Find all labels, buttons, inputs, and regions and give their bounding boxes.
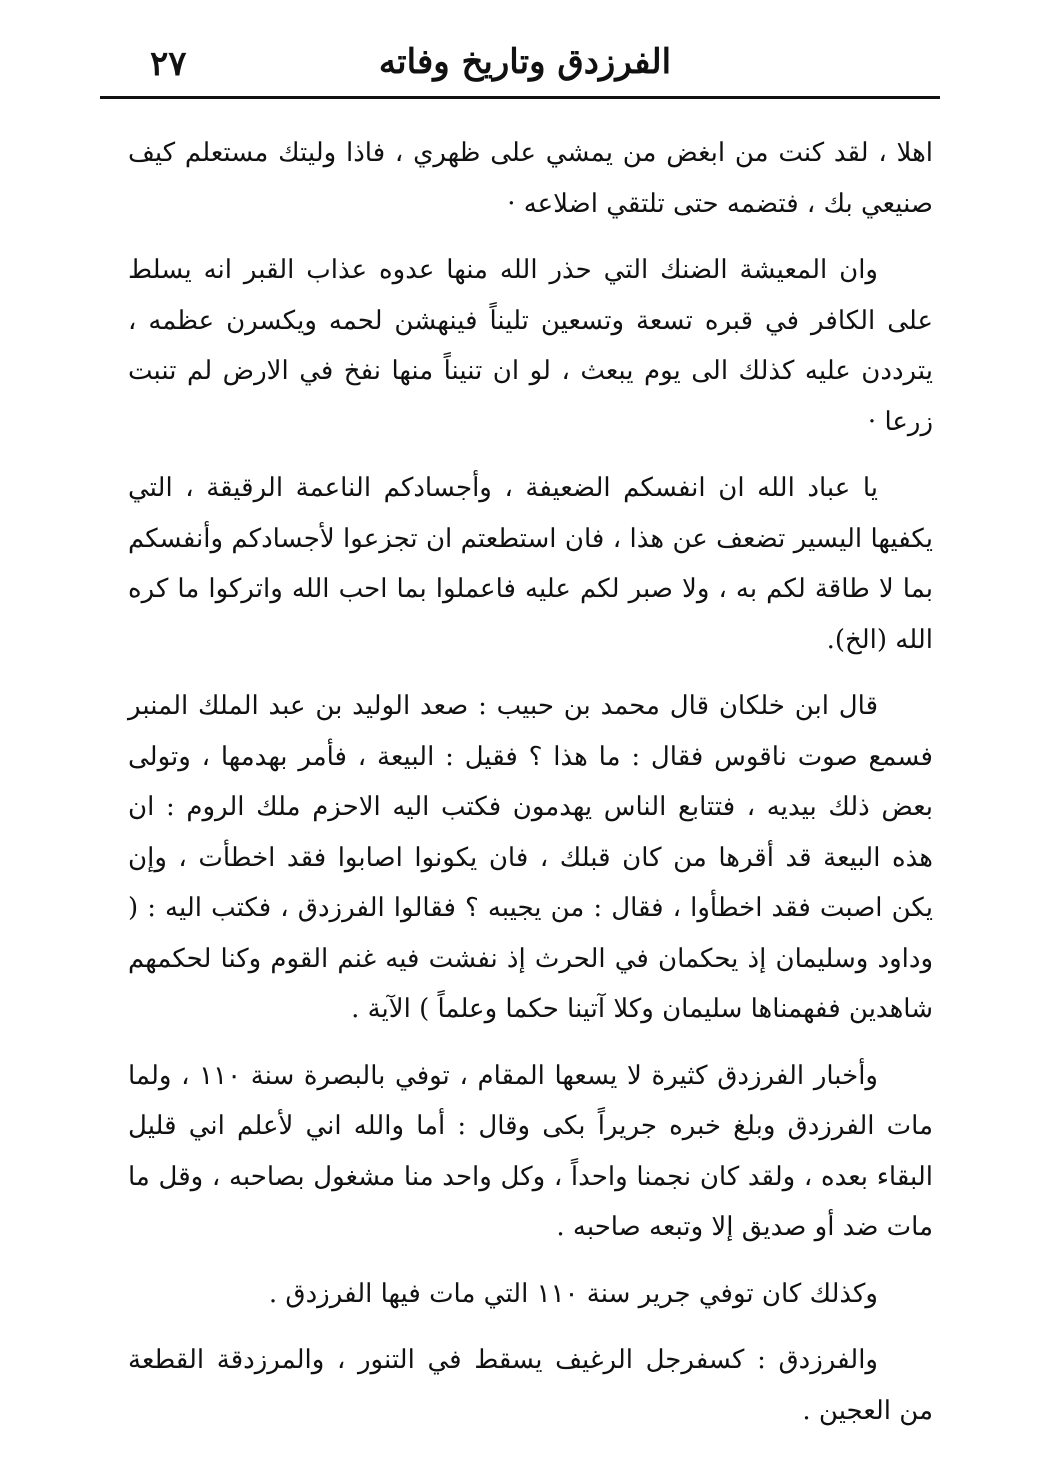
paragraph-1: اهلا ، لقد كنت من ابغض من يمشي على ظهري ، فاذا وليتك مستعلم كيف صنيعي بك ، فتضمه حتى تلتقي اضلاعه · xyxy=(128,138,933,219)
paragraph-2: وان المعيشة الضنك التي حذر الله منها عدوه عذاب القبر انه يسلط على الكافر في قبره تسعة وتسعين تليناً فينهشن لحمه ويكسرن عظمه ، يترددن عليه كذلك الى يوم يبعث ، لو ان تنيناً منها نفخ في الارض لم تنبت زرعا · xyxy=(128,255,933,437)
paragraph-6: وكذلك كان توفي جرير سنة ١١٠ التي مات فيها الفرزدق . xyxy=(268,1278,878,1309)
header-rule xyxy=(100,96,940,99)
paragraph-4: قال ابن خلكان قال محمد بن حبيب : صعد الوليد بن عبد الملك المنبر فسمع صوت ناقوس فقال : ما هذا ؟ فقيل : البيعة ، فأمر بهدمها ، وتولى بعض ذلك بيديه ، فتتابع الناس يهدمون فكتب اليه الاحزم ملك الروم : ان هذه البيعة قد أقرها من كان قبلك ، فان يكونوا اصابوا فقد اخطأت ، وإن يكن اصبت فقد اخطأوا ، فقال : من يجيبه ؟ فقالوا الفرزدق ، فكتب اليه : ( وداود وسليمان إذ يحكمان في الحرث إذ نفشت فيه غنم القوم وكنا لحكمهم شاهدين ففهمناها سليمان وكلا آتينا حكما وعلماً ) الآية . xyxy=(128,691,933,1024)
page-number: ٢٧ xyxy=(150,44,187,84)
paragraph-3: يا عباد الله ان انفسكم الضعيفة ، وأجسادكم الناعمة الرقيقة ، التي يكفيها اليسير تضعف عن هذا ، فان استطعتم ان تجزعوا لأجسادكم وأنفسكم بما لا طاقة لكم به ، ولا صبر لكم عليه فاعملوا بما احب الله واتركوا ما كره الله (الخ). xyxy=(128,473,933,655)
paragraph-5: وأخبار الفرزدق كثيرة لا يسعها المقام ، توفي بالبصرة سنة ١١٠ ، ولما مات الفرزدق وبلغ خبره جريراً بكى وقال : أما والله اني لأعلم اني قليل البقاء بعده ، ولقد كان نجمنا واحداً ، وكل واحد منا مشغول بصاحبه ، وقل ما مات ضد أو صديق إلا وتبعه صاحبه . xyxy=(128,1060,933,1242)
body-text xyxy=(128,128,933,1452)
page-header xyxy=(110,38,940,93)
running-title: الفرزدق وتاريخ وفاته xyxy=(378,42,672,82)
paragraph-7: والفرزدق : كسفرجل الرغيف يسقط في التنور ، والمرزدقة القطعة من العجين . xyxy=(128,1345,933,1426)
